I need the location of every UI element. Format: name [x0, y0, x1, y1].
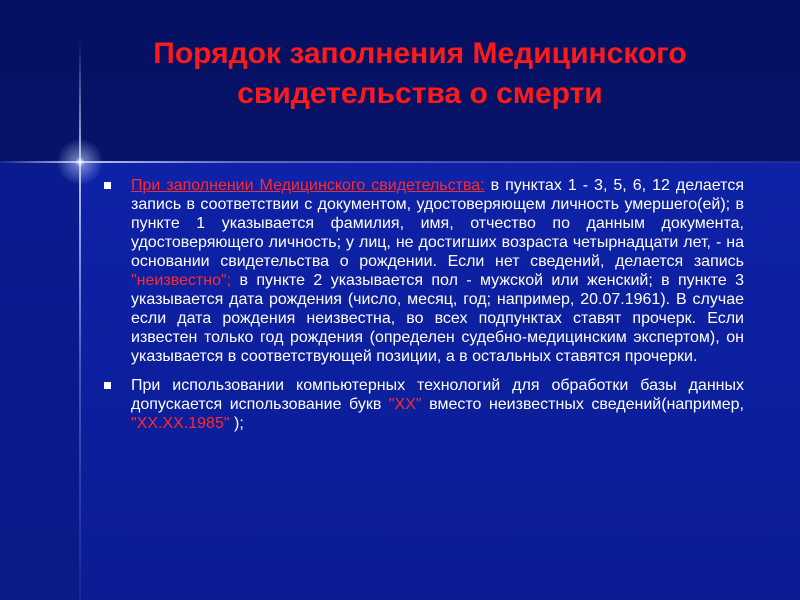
highlight-text: "XX" — [388, 396, 422, 413]
bullet-text: вместо неизвестных сведений(например, — [429, 396, 744, 413]
sparkle-icon — [50, 132, 110, 192]
bullet-icon — [104, 382, 111, 389]
bullet-lead: При заполнении Медицинского свидетельства: — [131, 177, 485, 194]
bullet-text: ); — [233, 415, 244, 432]
vertical-divider — [79, 40, 81, 600]
bullet-icon — [104, 182, 111, 189]
left-band — [0, 162, 80, 600]
bullet-text: в пункте 2 указывается пол - мужской или женский; в пункте 3 указывается дата рождения (число, месяц, год; например, 20.07.1961). В случае если дата рождения неизвестна, во всех подпунктах ставят прочерк. Если известен только год рождения (определен судебно-медицинским экспертом), он указывается в соответствующей позиции, а в остальных ставятся прочерки. — [131, 272, 744, 365]
slide-title: Порядок заполнения Медицинского свидетельства о смерти — [153, 37, 687, 110]
bullet-list — [104, 176, 744, 443]
horizontal-divider — [0, 161, 800, 163]
highlight-text: "XX.XX.1985" — [131, 415, 230, 432]
bullet-item-2 — [104, 376, 744, 433]
highlight-text: "неизвестно"; — [131, 272, 232, 289]
bullet-text: При использовании компьютерных технологий для обработки базы данных допускается использование букв — [131, 377, 744, 413]
bullet-item-1 — [104, 176, 744, 366]
bullet-text: в пунктах 1 - 3, 5, 6, 12 делается запись в соответствии с документом, удостоверяющем личность умершего(ей); в пункте 1 указывается фамилия, имя, отчество по данным документа, удостоверяющего личность; у лиц, не достигших возраста четырнадцати лет, - на основании свидетельства о рождении. Если нет сведений, делается запись — [131, 177, 744, 270]
